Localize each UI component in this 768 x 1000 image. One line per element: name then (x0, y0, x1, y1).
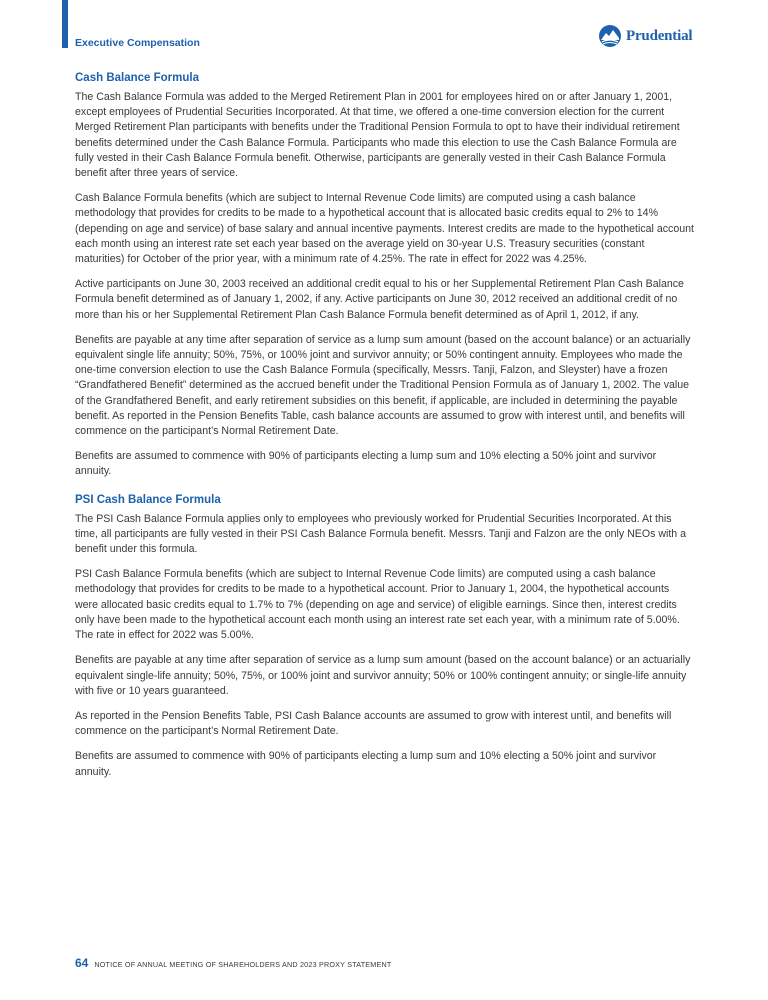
section-label: Executive Compensation (75, 37, 200, 49)
section-cash-balance (75, 72, 695, 480)
section-heading: PSI Cash Balance Formula (75, 493, 221, 506)
logo-text: Prudential (626, 27, 693, 44)
paragraph: PSI Cash Balance Formula benefits (which are subject to Internal Revenue Code limits) are computed using a cash balance methodology that provides for credits to be made to a hypothetical account. Prior to January 1, 2004, the hypothetical accounts were allocated basic credits equal to 1.7% to 7% (depending on age and service) of eligible earnings. Since then, interest credits only have been made to the hypothetical account each month using an interest rate set each year, with a minimum rate of 5.00%. The rate in effect for 2022 was 5.00%. (75, 568, 680, 642)
paragraph: The Cash Balance Formula was added to the Merged Retirement Plan in 2001 for employees hired on or after January 1, 2001, except employees of Prudential Securities Incorporated. At that time, we offered a one-time conversion election for the current Merged Retirement Plan participants with benefits under the Traditional Pension Formula to opt to have their individual retirement benefits determined under the Cash Balance Formula. Participants who made this election to use the Cash Balance Formula are fully vested in their Cash Balance Formula benefit. Otherwise, participants are generally vested in their Cash Balance Formula benefit after three years of service. (75, 91, 680, 180)
paragraph: Benefits are payable at any time after separation of service as a lump sum amount (based on the account balance) or an actuarially equivalent single-life annuity; 50%, 75%, or 100% joint and survivor annuity; 50% or 100% contingent annuity; or single-life annuity with five or 10 years guaranteed. (75, 654, 691, 697)
paragraph: Benefits are assumed to commence with 90% of participants electing a lump sum and 10% electing a 50% joint and survivor annuity. (75, 450, 657, 478)
paragraph: Benefits are assumed to commence with 90% of participants electing a lump sum and 10% electing a 50% joint and survivor annuity. (75, 750, 657, 778)
section-heading: Cash Balance Formula (75, 72, 199, 84)
header-accent-bar (62, 0, 68, 48)
paragraph: Benefits are payable at any time after separation of service as a lump sum amount (based on the account balance) or an actuarially equivalent single life annuity; 50%, 75%, or 100% joint and survivor annuity; or 50% contingent annuity. Employees who made the one-time conversion election to use the Cash Balance Formula (specifically, Messrs. Tanji, Falzon, and Sleyster) have a frozen “Grandfathered Benefit” determined as the accrued benefit under the Traditional Pension Formula as of January 1, 2002. The value of the Grandfathered Benefit, and early retirement subsidies on this benefit, if applicable, are included in determining the payable benefit. As reported in the Pension Benefits Table, cash balance accounts are assumed to grow with interest until, and benefits will commence on the participant’s Normal Retirement Date. (75, 333, 691, 438)
rock-logo-icon (598, 24, 622, 48)
document-body (75, 72, 695, 790)
page-footer (75, 956, 391, 970)
paragraph: Cash Balance Formula benefits (which are subject to Internal Revenue Code limits) are computed using a cash balance methodology that provides for credits to be made to a hypothetical account that is allocated basic credits equal to 2% to 14% (depending on age and service) of base salary and annual incentive payments. Interest credits are made to the hypothetical account each month using an interest rate set each year based on the average yield on 30-year U.S. Treasury securities (constant maturities) for October of the prior year, with a minimum rate of 4.25%. The rate in effect for 2022 was 4.25%. (75, 192, 694, 266)
paragraph: The PSI Cash Balance Formula applies only to employees who previously worked for Prudential Securities Incorporated. At this time, all participants are fully vested in their PSI Cash Balance Formula benefit. Messrs. Tanji and Falzon are the only NEOs with a benefit under this formula. (75, 512, 686, 556)
prudential-logo (598, 22, 692, 50)
section-psi-cash-balance (75, 494, 695, 780)
paragraph: As reported in the Pension Benefits Table, PSI Cash Balance accounts are assumed to grow with interest until, and benefits will commence on the participant’s Normal Retirement Date. (75, 709, 672, 738)
paragraph: Active participants on June 30, 2003 received an additional credit equal to his or her Supplemental Retirement Plan Cash Balance Formula benefit determined as of January 1, 2002, if any. Active participants on June 30, 2012 received an additional credit of no more than his or her Supplemental Retirement Plan Cash Balance Formula benefit determined as of April 1, 2012, if any. (75, 278, 684, 321)
footer-text: NOTICE OF ANNUAL MEETING OF SHAREHOLDERS AND 2023 PROXY STATEMENT (94, 960, 392, 969)
page-number: 64 (75, 956, 89, 970)
